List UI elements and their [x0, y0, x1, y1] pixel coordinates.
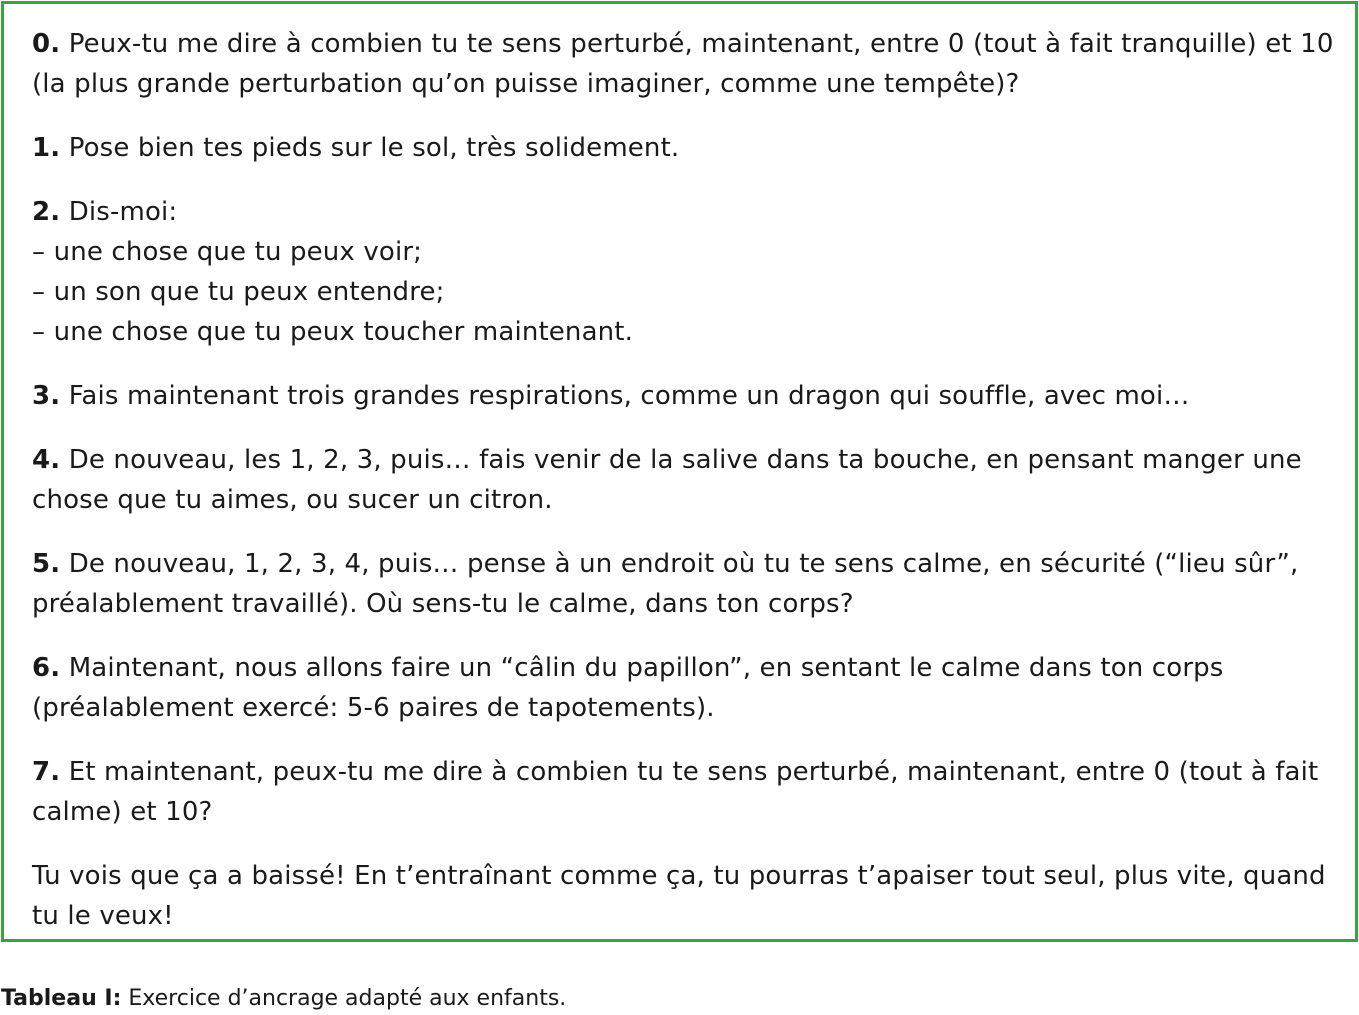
- step-2-sub-item: – une chose que tu peux voir;: [32, 237, 423, 267]
- exercise-box: [1, 1, 1358, 942]
- step-number: 1.: [32, 133, 61, 163]
- step-text: Dis-moi:: [68, 197, 178, 227]
- step-7: [32, 752, 1337, 832]
- table-caption: [1, 983, 566, 1015]
- step-0: [32, 24, 1337, 104]
- step-2: [32, 192, 1337, 352]
- step-2-sub-item: – un son que tu peux entendre;: [32, 277, 445, 307]
- step-2-sub-item: – une chose que tu peux toucher maintenant.: [32, 317, 634, 347]
- step-number: 4.: [32, 445, 61, 475]
- caption-text: Exercice d’ancrage adapté aux enfants.: [128, 986, 567, 1011]
- step-number: 3.: [32, 381, 61, 411]
- step-text: Pose bien tes pieds sur le sol, très solidement.: [68, 133, 680, 163]
- closing-text: Tu vois que ça a baissé! En t’entraînant comme ça, tu pourras t’apaiser tout seul, plus vite, quand tu le veux!: [32, 861, 1326, 931]
- step-number: 2.: [32, 197, 61, 227]
- step-number: 0.: [32, 29, 61, 59]
- caption-label: Tableau I:: [1, 986, 122, 1011]
- step-text: De nouveau, les 1, 2, 3, puis… fais venir de la salive dans ta bouche, en pensant manger une chose que tu aimes, ou sucer un citron.: [32, 445, 1302, 515]
- step-text: Et maintenant, peux-tu me dire à combien tu te sens perturbé, maintenant, entre 0 (tout à fait calme) et 10?: [32, 757, 1319, 827]
- step-6: [32, 648, 1337, 728]
- closing-remark: [32, 856, 1337, 936]
- step-3: [32, 376, 1337, 416]
- step-4: [32, 440, 1337, 520]
- step-text: Fais maintenant trois grandes respirations, comme un dragon qui souffle, avec moi…: [68, 381, 1190, 411]
- step-number: 7.: [32, 757, 61, 787]
- step-number: 5.: [32, 549, 61, 579]
- step-1: [32, 128, 1337, 168]
- step-text: Peux-tu me dire à combien tu te sens perturbé, maintenant, entre 0 (tout à fait tranquille) et 10 (la plus grande perturbation qu’on puisse imaginer, comme une tempête)?: [32, 29, 1334, 99]
- step-number: 6.: [32, 653, 61, 683]
- step-text: Maintenant, nous allons faire un “câlin du papillon”, en sentant le calme dans ton corps (préalablement exercé: 5-6 paires de tapotements).: [32, 653, 1224, 723]
- step-5: [32, 544, 1337, 624]
- exercise-steps: [32, 24, 1337, 960]
- step-text: De nouveau, 1, 2, 3, 4, puis… pense à un endroit où tu te sens calme, en sécurité (“lieu sûr”, préalablement travaillé). Où sens-tu le calme, dans ton corps?: [32, 549, 1299, 619]
